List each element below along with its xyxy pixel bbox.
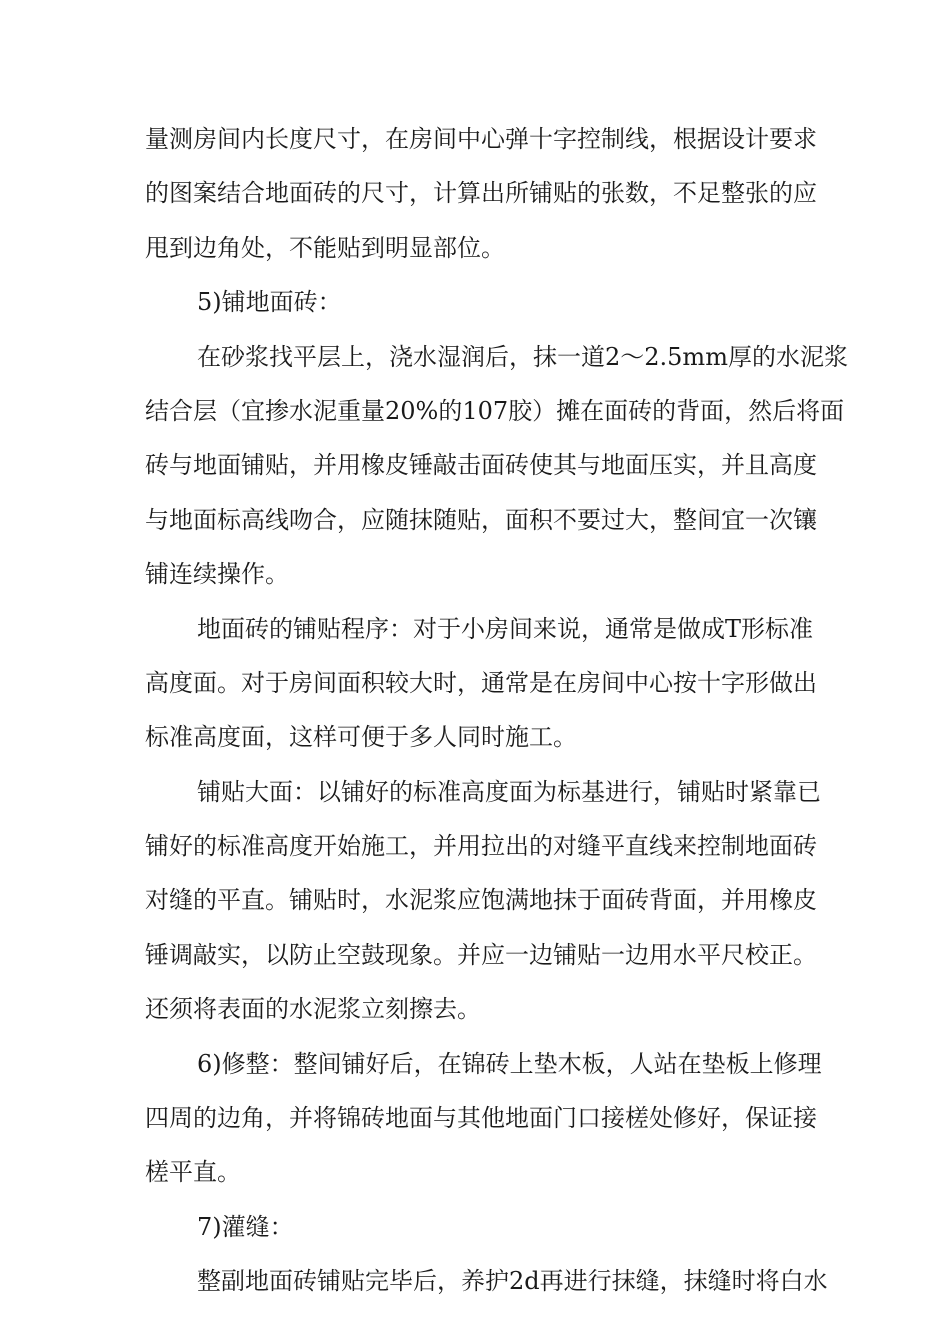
text-line: 铺好的标准高度开始施工，并用拉出的对缝平直线来控制地面砖 [145,832,817,861]
text-line: 整副地面砖铺贴完毕后，养护2d再进行抹缝，抹缝时将白水 [197,1267,828,1296]
section-heading: 7)灌缝： [197,1212,294,1241]
text-line: 四周的边角，并将锦砖地面与其他地面门口接槎处修好，保证接 [145,1104,817,1133]
body-text [145,112,848,1309]
text-line: 标准高度面，这样可便于多人同时施工。 [145,723,577,752]
text-line: 砖与地面铺贴，并用橡皮锤敲击面砖使其与地面压实，并且高度 [145,451,817,480]
text-line: 还须将表面的水泥浆立刻擦去。 [145,995,481,1024]
text-line: 槎平直。 [145,1158,241,1187]
text-line: 铺贴大面：以铺好的标准高度面为标基进行，铺贴时紧靠已 [197,777,821,806]
text-line: 的图案结合地面砖的尺寸，计算出所铺贴的张数，不足整张的应 [145,179,817,208]
text-line: 铺连续操作。 [145,560,289,589]
section-heading: 5)铺地面砖： [197,288,342,317]
text-line: 量测房间内长度尺寸，在房间中心弹十字控制线，根据设计要求 [145,125,817,153]
text-line: 在砂浆找平层上，浇水湿润后，抹一道2～2.5mm厚的水泥浆 [197,342,848,371]
text-line: 地面砖的铺贴程序：对于小房间来说，通常是做成T形标准 [197,614,814,643]
text-line: 锤调敲实，以防止空鼓现象。并应一边铺贴一边用水平尺校正。 [145,940,817,969]
text-line: 对缝的平直。铺贴时，水泥浆应饱满地抹于面砖背面，并用橡皮 [145,886,817,915]
text-line: 高度面。对于房间面积较大时，通常是在房间中心按十字形做出 [145,668,817,697]
text-line: 结合层（宜掺水泥重量20%的107胶）摊在面砖的背面，然后将面 [145,396,845,425]
text-line: 甩到边角处，不能贴到明显部位。 [145,233,505,262]
text-line: 6)修整：整间铺好后，在锦砖上垫木板，人站在垫板上修理 [197,1049,822,1078]
text-line: 与地面标高线吻合，应随抹随贴，面积不要过大，整间宜一次镶 [145,505,817,534]
